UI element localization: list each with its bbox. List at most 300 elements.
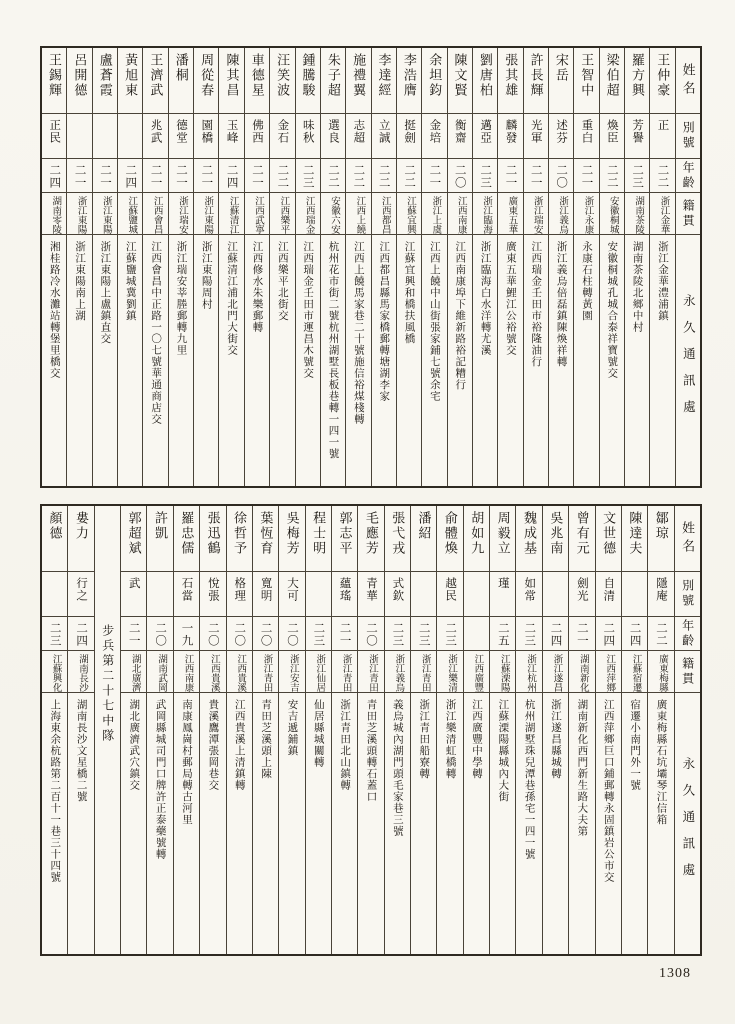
person-address xyxy=(543,693,568,954)
person-column xyxy=(278,506,304,954)
person-native-place xyxy=(270,193,294,235)
person-name-text: 李達經 xyxy=(376,53,392,98)
person-name-text: 張弋戎 xyxy=(390,511,406,556)
person-column xyxy=(226,506,252,954)
person-column xyxy=(67,506,93,954)
person-name-text: 俞體煥 xyxy=(442,511,458,556)
person-column xyxy=(42,506,67,954)
person-column xyxy=(463,506,489,954)
person-age-text: 二二 xyxy=(352,164,365,189)
person-column xyxy=(252,506,278,954)
person-alias xyxy=(490,572,515,617)
person-alias-text: 自清 xyxy=(602,577,615,602)
person-alias xyxy=(42,114,66,159)
person-name xyxy=(279,506,304,572)
field-header-age-text: 年齡 xyxy=(681,160,696,191)
person-native-place xyxy=(253,651,278,693)
person-column xyxy=(371,48,396,486)
person-alias xyxy=(448,114,472,159)
person-alias xyxy=(596,572,621,617)
person-address xyxy=(68,693,93,954)
person-alias-text: 瑾 xyxy=(496,577,509,590)
person-age-text: 二一 xyxy=(575,622,588,647)
person-age-text: 二二 xyxy=(377,164,390,189)
person-column xyxy=(305,506,331,954)
person-address-text: 浙江東陽上盧鎮直交 xyxy=(99,241,111,345)
person-address xyxy=(498,235,522,486)
person-alias-text: 劍光 xyxy=(575,577,588,602)
page-number: 1308 xyxy=(659,966,691,981)
person-native-place-text: 江西南康 xyxy=(182,654,193,692)
person-alias-text: 志超 xyxy=(352,119,365,144)
person-alias xyxy=(625,114,649,159)
field-header-name-text: 姓名 xyxy=(680,62,696,99)
person-name xyxy=(121,506,146,572)
person-column xyxy=(193,48,218,486)
person-address-text: 湘桂路冷水灘站轉堡里橋交 xyxy=(48,241,60,379)
person-native-place-text: 浙江青田 xyxy=(419,654,430,692)
person-alias xyxy=(385,572,410,617)
person-column xyxy=(489,506,515,954)
person-age xyxy=(549,159,573,193)
person-address xyxy=(574,235,598,486)
person-name-text: 余坦鈞 xyxy=(427,53,443,98)
person-age-text: 二〇 xyxy=(285,622,298,647)
person-native-place xyxy=(67,193,91,235)
person-age xyxy=(143,159,167,193)
person-address-text: 浙江瑞安莘塍郵轉九里 xyxy=(175,241,187,356)
person-age-text: 二三 xyxy=(523,622,536,647)
person-address-text: 永康石柱轉黃園 xyxy=(580,241,592,322)
field-header-native-text: 籍貫 xyxy=(681,198,696,229)
field-header-address xyxy=(675,693,700,954)
person-native-place-text: 湖南零陵 xyxy=(50,196,61,234)
person-address xyxy=(437,693,462,954)
person-age-text: 二五 xyxy=(496,622,509,647)
person-name-text: 朱子超 xyxy=(325,53,341,98)
person-column xyxy=(436,506,462,954)
person-address-text: 湖北廣濟武穴鎮交 xyxy=(128,699,140,791)
field-header-column xyxy=(675,48,700,486)
person-native-place xyxy=(464,651,489,693)
person-alias xyxy=(306,572,331,617)
person-address-text: 江西貴溪上清鎮轉 xyxy=(233,699,245,791)
unit-divider-label-text: 步兵第二十七中隊 xyxy=(100,624,115,744)
person-column xyxy=(649,48,674,486)
person-address xyxy=(650,235,674,486)
person-address xyxy=(648,693,673,954)
person-native-place-text: 浙江上虞 xyxy=(430,196,441,234)
person-native-place-text: 浙江安吉 xyxy=(287,654,298,692)
person-name xyxy=(549,48,573,114)
person-address-text: 青田芝溪頭轉石蓋口 xyxy=(365,699,377,803)
person-age xyxy=(569,617,594,651)
person-alias-text: 隱庵 xyxy=(654,577,667,602)
person-address-text: 江西瑞金壬田市運昌木號交 xyxy=(302,241,314,379)
field-header-alias-text: 別號 xyxy=(681,121,696,151)
person-alias-text: 武 xyxy=(127,577,140,590)
person-native-place-text: 江西萍鄉 xyxy=(604,654,615,692)
person-column xyxy=(173,506,199,954)
person-name xyxy=(411,506,436,572)
person-native-place-text: 江西上饒 xyxy=(354,196,365,234)
person-age-text: 二四 xyxy=(124,164,137,189)
person-address xyxy=(596,693,621,954)
person-native-place xyxy=(650,193,674,235)
person-name-text: 周毅立 xyxy=(495,511,511,556)
person-age-text: 二一 xyxy=(200,164,213,189)
person-address xyxy=(346,235,370,486)
person-alias xyxy=(270,114,294,159)
person-native-place xyxy=(169,193,193,235)
person-address-text: 杭州花市街二號杭州湖墅長板巷轉一四一號 xyxy=(327,241,339,460)
person-native-place xyxy=(227,651,252,693)
field-header-column xyxy=(674,506,700,954)
person-alias-text: 邁亞 xyxy=(479,119,492,144)
person-name-text: 王智中 xyxy=(579,53,595,98)
person-address-text: 廣東五華鯉江公裕號交 xyxy=(504,241,516,356)
person-name-text: 潘桐 xyxy=(173,53,189,83)
person-address xyxy=(464,693,489,954)
person-name-text: 宋岳 xyxy=(553,53,569,83)
person-age xyxy=(650,159,674,193)
person-name-text: 曾有元 xyxy=(574,511,590,556)
person-address-text: 江蘇清江浦北門大街交 xyxy=(226,241,238,356)
person-address-text: 江西修水朱樂郵轉 xyxy=(251,241,263,333)
person-alias xyxy=(174,572,199,617)
person-alias xyxy=(622,572,647,617)
person-alias-text: 光軍 xyxy=(529,119,542,144)
person-age xyxy=(121,617,146,651)
person-address-text: 湖南茶陵北鄉中村 xyxy=(631,241,643,333)
person-native-place xyxy=(543,651,568,693)
person-age-text: 二一 xyxy=(580,164,593,189)
person-native-place-text: 江西樂平 xyxy=(278,196,289,234)
person-age xyxy=(42,159,66,193)
person-age xyxy=(358,617,383,651)
person-age-text: 二一 xyxy=(529,164,542,189)
person-name-text: 顏德 xyxy=(47,511,63,541)
person-native-place-text: 浙江義烏 xyxy=(393,654,404,692)
person-age xyxy=(648,617,673,651)
person-native-place-text: 廣東梅縣 xyxy=(656,654,667,692)
field-header-native xyxy=(676,193,700,235)
person-native-place xyxy=(516,651,541,693)
person-native-place xyxy=(321,193,345,235)
person-age xyxy=(473,159,497,193)
person-column xyxy=(595,506,621,954)
person-native-place-text: 湖南新化 xyxy=(577,654,588,692)
person-native-place-text: 江西南康 xyxy=(455,196,466,234)
person-alias-text: 青華 xyxy=(365,577,378,602)
person-alias-text: 麟發 xyxy=(504,119,517,144)
person-age xyxy=(332,617,357,651)
person-age-text: 二三 xyxy=(391,622,404,647)
person-native-place-text: 湖南長沙 xyxy=(77,654,88,692)
person-name xyxy=(385,506,410,572)
person-native-place xyxy=(245,193,269,235)
person-name-text: 吳兆南 xyxy=(548,511,564,556)
person-column xyxy=(624,48,649,486)
person-native-place xyxy=(279,651,304,693)
person-address-text: 上海東余杭路第二百十一巷三十四號 xyxy=(49,699,61,883)
person-address xyxy=(600,235,624,486)
person-age-text: 二二 xyxy=(327,164,340,189)
person-column xyxy=(599,48,624,486)
person-address xyxy=(270,235,294,486)
person-age-text: 二二 xyxy=(276,164,289,189)
person-address xyxy=(227,693,252,954)
person-native-place xyxy=(147,651,172,693)
person-native-place-text: 安徽六安 xyxy=(329,196,339,234)
person-native-place-text: 安徽桐城 xyxy=(607,196,618,234)
person-native-place xyxy=(93,193,117,235)
person-address xyxy=(245,235,269,486)
person-address-text: 貴溪鷹潭張岡巷交 xyxy=(207,699,219,791)
person-native-place xyxy=(600,193,624,235)
field-header-alias-text: 別號 xyxy=(680,579,695,609)
person-alias xyxy=(422,114,446,159)
person-alias xyxy=(227,572,252,617)
person-native-place xyxy=(296,193,320,235)
person-age xyxy=(464,617,489,651)
field-header-address-text: 永久通訊處 xyxy=(680,757,695,890)
person-native-place xyxy=(648,651,673,693)
person-name xyxy=(174,506,199,572)
person-column xyxy=(168,48,193,486)
person-name xyxy=(42,506,67,572)
roster-table-top xyxy=(40,46,702,488)
person-name xyxy=(147,506,172,572)
person-name xyxy=(194,48,218,114)
person-name-text: 陳文賢 xyxy=(452,53,468,98)
field-header-native-text: 籍貫 xyxy=(680,656,695,687)
person-native-place xyxy=(219,193,243,235)
person-alias xyxy=(118,114,142,159)
person-alias-text: 兆武 xyxy=(149,119,162,144)
person-address-text: 浙江金華澧浦鎮 xyxy=(656,241,668,322)
person-age xyxy=(279,617,304,651)
person-column xyxy=(345,48,370,486)
person-native-place xyxy=(372,193,396,235)
person-age-text: 二四 xyxy=(48,164,61,189)
person-age-text: 二四 xyxy=(549,622,562,647)
field-header-age-text: 年齡 xyxy=(680,618,695,649)
person-age xyxy=(42,617,67,651)
person-address-text: 江西廣豐中學轉 xyxy=(470,699,482,780)
person-age-text: 二三 xyxy=(479,164,492,189)
person-age-text: 二〇 xyxy=(154,622,167,647)
person-column xyxy=(421,48,446,486)
person-native-place xyxy=(385,651,410,693)
person-address-text: 武岡縣城司門口牌許正泰藥號轉 xyxy=(154,699,166,860)
person-age xyxy=(397,159,421,193)
person-name xyxy=(422,48,446,114)
person-name-text: 陳達夫 xyxy=(627,511,643,556)
person-native-place-text: 江蘇清江 xyxy=(227,196,238,234)
person-age-text: 二二 xyxy=(656,164,669,189)
person-name xyxy=(118,48,142,114)
person-native-place xyxy=(437,651,462,693)
person-native-place-text: 江西武寧 xyxy=(252,196,263,234)
person-native-place xyxy=(490,651,515,693)
person-age-text: 二〇 xyxy=(555,164,568,189)
person-native-place-text: 浙江遂昌 xyxy=(551,654,562,692)
person-native-place xyxy=(625,193,649,235)
person-alias xyxy=(372,114,396,159)
person-address xyxy=(385,693,410,954)
field-header-name xyxy=(676,48,700,114)
person-age xyxy=(600,159,624,193)
person-name xyxy=(569,506,594,572)
person-native-place-text: 浙江仙居 xyxy=(314,654,325,692)
person-native-place-text: 江西會昌 xyxy=(151,196,162,234)
person-age xyxy=(346,159,370,193)
person-native-place xyxy=(574,193,598,235)
person-name xyxy=(219,48,243,114)
person-native-place xyxy=(174,651,199,693)
person-address-text: 江西會昌中正路一〇七號華通商店交 xyxy=(150,241,162,425)
person-age xyxy=(596,617,621,651)
person-address xyxy=(253,693,278,954)
person-address-text: 江西上饒中山街張家鋪七號余宅 xyxy=(428,241,440,402)
person-name xyxy=(306,506,331,572)
person-alias xyxy=(321,114,345,159)
person-name xyxy=(372,48,396,114)
person-age xyxy=(245,159,269,193)
person-name xyxy=(245,48,269,114)
person-alias-text: 挺劍 xyxy=(403,119,416,144)
person-alias-text: 式欽 xyxy=(391,577,404,602)
person-alias-text: 玉峰 xyxy=(225,119,238,144)
person-address xyxy=(296,235,320,486)
person-address xyxy=(121,693,146,954)
person-alias xyxy=(549,114,573,159)
person-name xyxy=(600,48,624,114)
person-alias-text: 金石 xyxy=(276,119,289,144)
person-alias xyxy=(332,572,357,617)
person-age xyxy=(437,617,462,651)
person-column xyxy=(573,48,598,486)
person-native-place xyxy=(306,651,331,693)
person-age-text: 二一 xyxy=(428,164,441,189)
person-name xyxy=(67,48,91,114)
person-name-text: 吳梅芳 xyxy=(284,511,300,556)
person-native-place-text: 浙江永康 xyxy=(582,196,593,234)
person-age xyxy=(147,617,172,651)
person-column xyxy=(621,506,647,954)
person-age xyxy=(270,159,294,193)
person-native-place-text: 江西瑞金 xyxy=(303,196,314,234)
person-column xyxy=(647,506,673,954)
person-name-text: 郭志平 xyxy=(337,511,353,556)
person-name-text: 毛應芳 xyxy=(363,511,379,556)
person-address-text: 浙江東陽周村 xyxy=(200,241,212,310)
person-native-place-text: 湖北廣濟 xyxy=(129,654,140,692)
person-name xyxy=(200,506,225,572)
person-name xyxy=(358,506,383,572)
person-age-text: 二二 xyxy=(654,622,667,647)
person-address xyxy=(422,235,446,486)
person-address xyxy=(490,693,515,954)
person-native-place xyxy=(200,651,225,693)
unit-divider-label xyxy=(95,506,120,954)
person-address xyxy=(279,693,304,954)
person-age-text: 二四 xyxy=(225,164,238,189)
person-age-text: 二三 xyxy=(301,164,314,189)
person-name-text: 李浩膺 xyxy=(401,53,417,98)
person-native-place xyxy=(622,651,647,693)
person-age xyxy=(200,617,225,651)
person-age xyxy=(448,159,472,193)
person-address xyxy=(306,693,331,954)
person-name-text: 葉恆育 xyxy=(258,511,274,556)
person-native-place-text: 浙江青田 xyxy=(261,654,272,692)
field-header-age xyxy=(675,617,700,651)
person-name xyxy=(253,506,278,572)
person-alias xyxy=(121,572,146,617)
person-address-text: 浙江遂昌縣城轉 xyxy=(550,699,562,780)
person-name-text: 張其雄 xyxy=(503,53,519,98)
person-address-text: 江西上饒馬家巷二十號施信裕煤棧轉 xyxy=(352,241,364,425)
person-age xyxy=(516,617,541,651)
person-alias xyxy=(245,114,269,159)
field-header-alias xyxy=(676,114,700,159)
person-column xyxy=(472,48,497,486)
field-header-native xyxy=(675,651,700,693)
person-name xyxy=(473,48,497,114)
person-column xyxy=(384,506,410,954)
person-address xyxy=(42,693,67,954)
person-alias xyxy=(147,572,172,617)
person-age-text: 二〇 xyxy=(259,622,272,647)
person-address xyxy=(219,235,243,486)
person-age xyxy=(625,159,649,193)
person-address-text: 廣東梅縣石坑壩琴江信箱 xyxy=(655,699,667,826)
person-age-text: 二〇 xyxy=(453,164,466,189)
person-name xyxy=(93,48,117,114)
person-name-text: 盧蒼霞 xyxy=(97,53,113,98)
person-native-place xyxy=(143,193,167,235)
person-address-text: 浙江青田北山鎮轉 xyxy=(339,699,351,791)
person-name xyxy=(498,48,522,114)
person-address xyxy=(332,693,357,954)
person-alias-text: 金培 xyxy=(428,119,441,144)
person-age xyxy=(227,617,252,651)
person-alias xyxy=(543,572,568,617)
person-name xyxy=(622,506,647,572)
person-native-place-text: 湖南茶陵 xyxy=(633,196,644,234)
person-column xyxy=(515,506,541,954)
person-age xyxy=(194,159,218,193)
person-name-text: 潘紹 xyxy=(416,511,432,541)
person-age xyxy=(543,617,568,651)
person-name-text: 王仲豪 xyxy=(655,53,671,98)
person-name-text: 呂開德 xyxy=(72,53,88,98)
person-age-text: 二〇 xyxy=(365,622,378,647)
person-column xyxy=(410,506,436,954)
person-name-text: 婁力 xyxy=(73,511,89,541)
person-address xyxy=(200,693,225,954)
person-address-text: 江西南康埠下維新路裕記糟行 xyxy=(454,241,466,391)
person-name xyxy=(648,506,673,572)
person-age-text: 二三 xyxy=(48,622,61,647)
person-alias xyxy=(411,572,436,617)
person-address xyxy=(622,693,647,954)
person-alias xyxy=(296,114,320,159)
person-alias xyxy=(200,572,225,617)
person-native-place-text: 江蘇鹽城 xyxy=(126,196,137,234)
